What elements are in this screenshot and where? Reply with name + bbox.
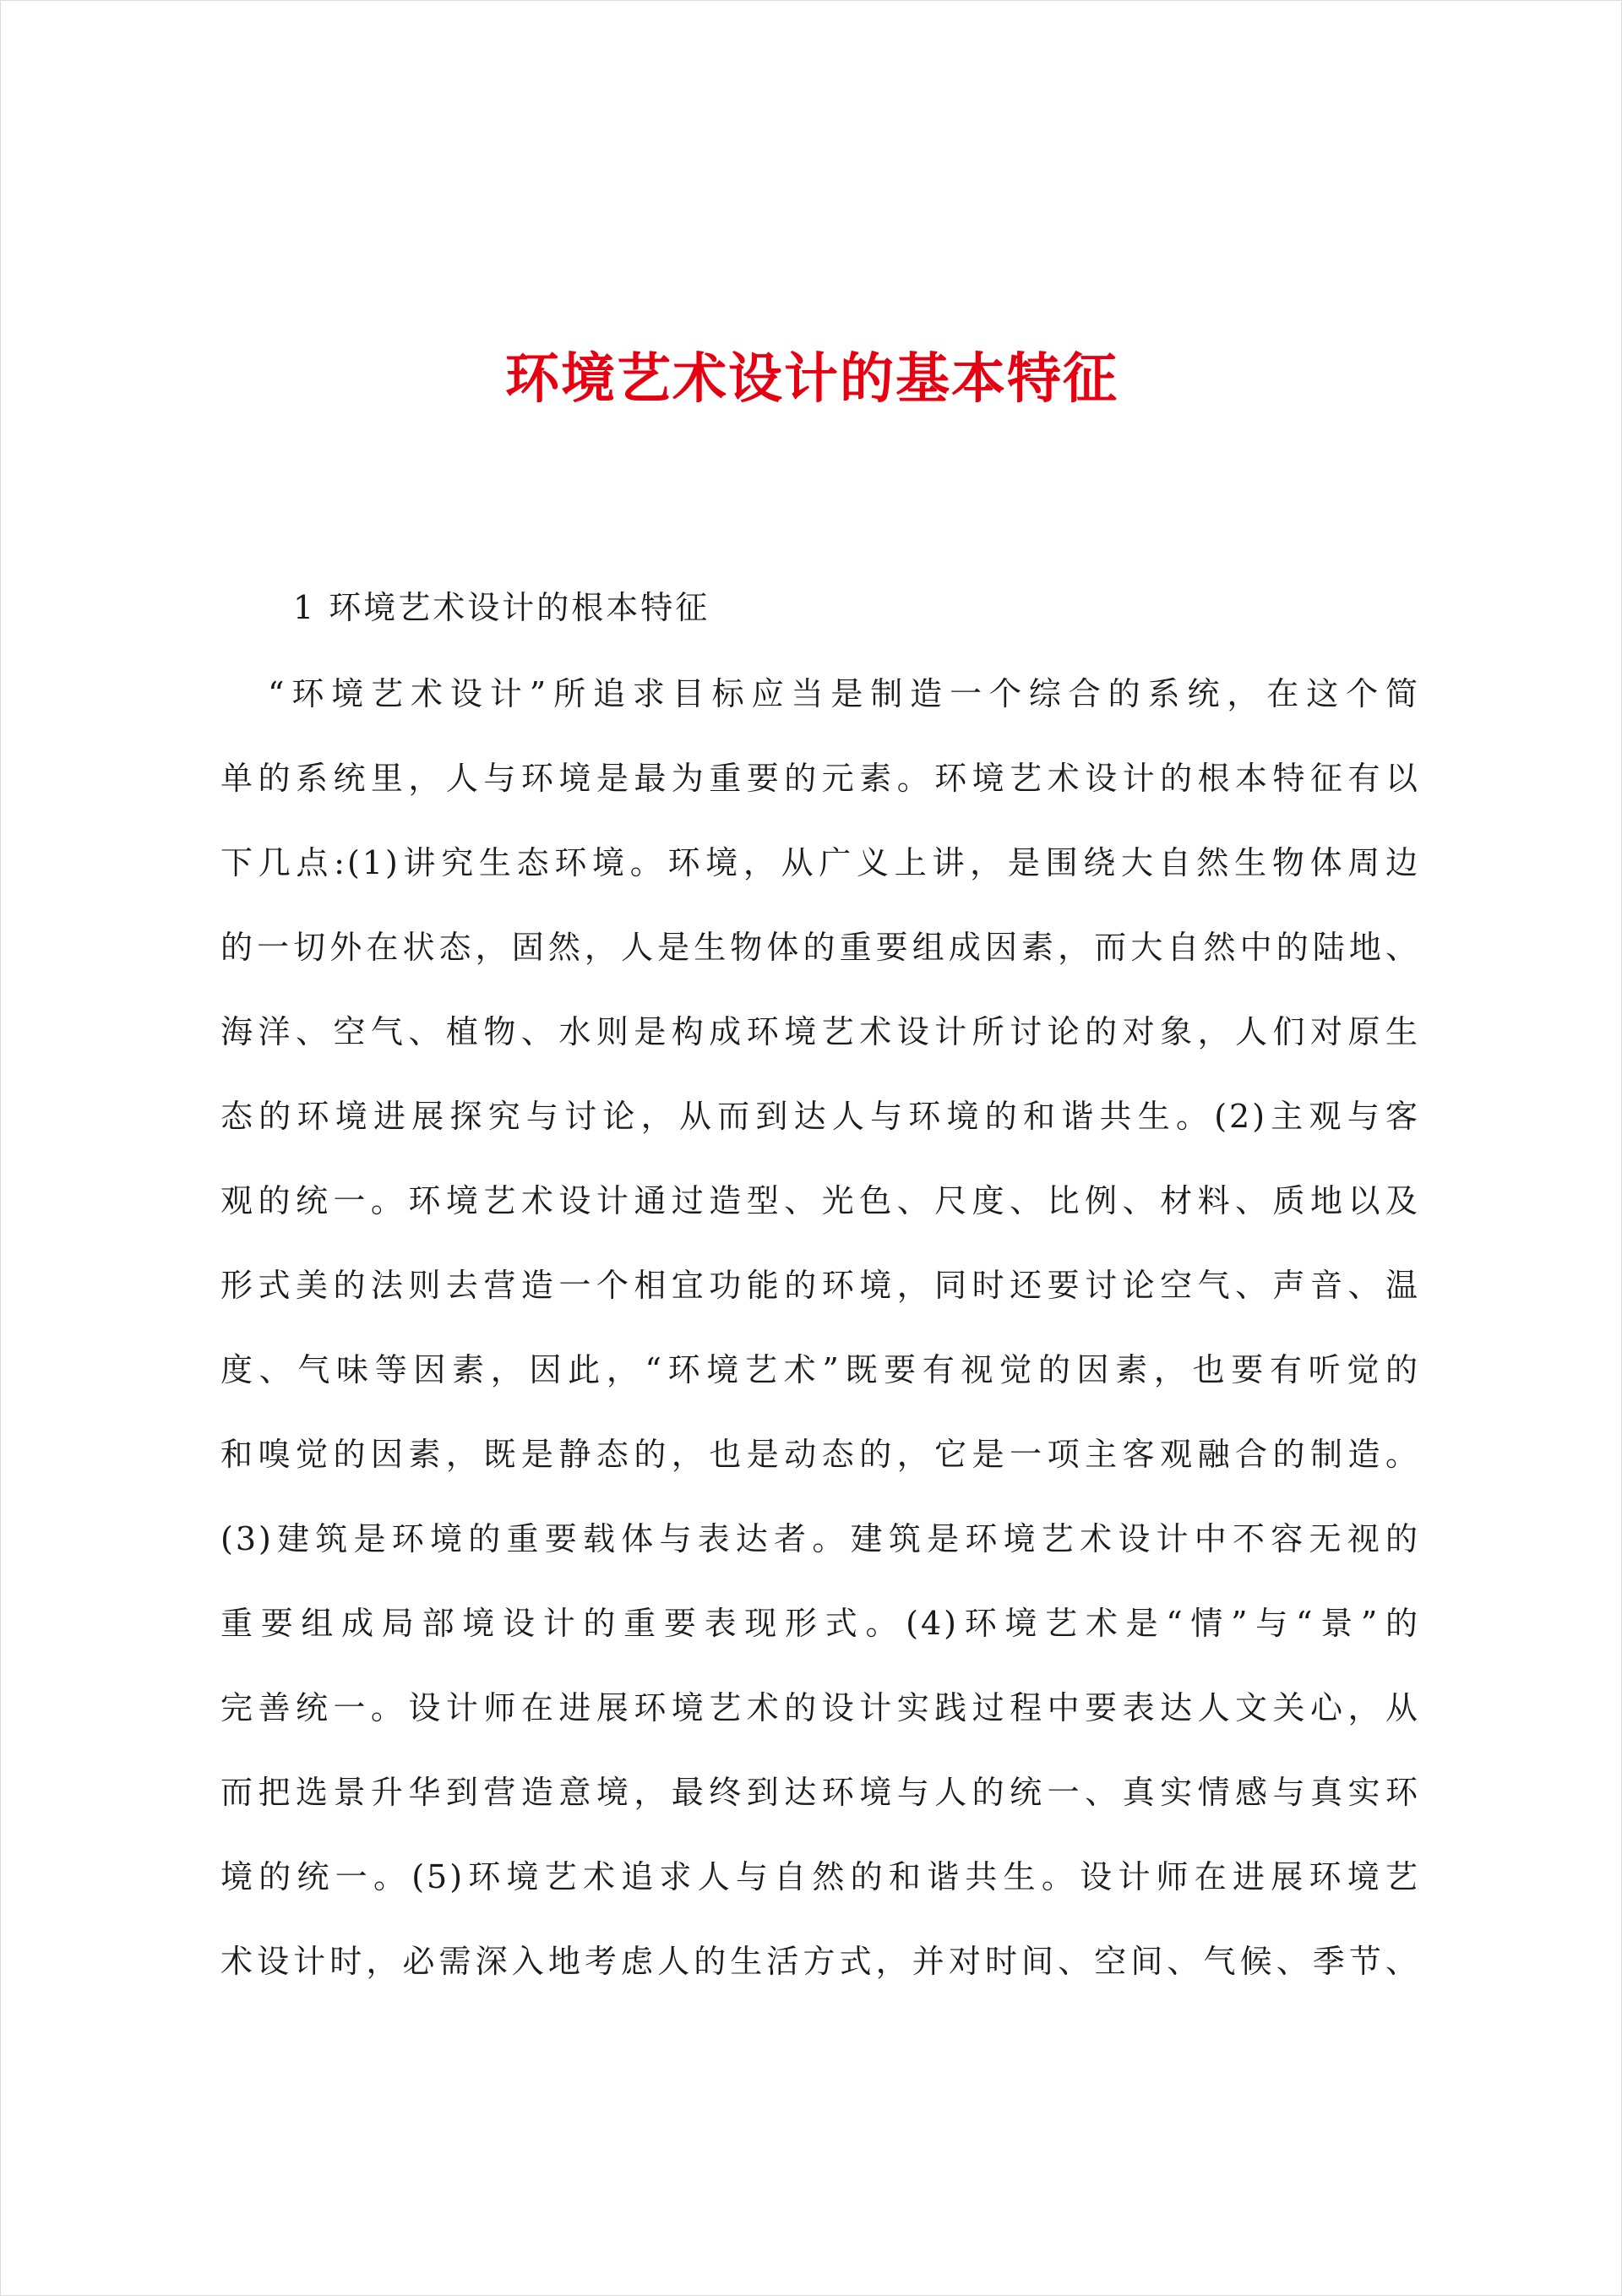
paragraph-line: 和嗅觉的因素，既是静态的，也是动态的，它是一项主客观融合的制造。	[220, 1436, 1420, 1473]
paragraph-line: 境的统一。(5)环境艺术追求人与自然的和谐共生。设计师在进展环境艺	[220, 1858, 1420, 1895]
paragraph-line: 形式美的法则去营造一个相宜功能的环境，同时还要讨论空气、声音、温	[220, 1267, 1420, 1304]
paragraph-line: 单的系统里，人与环境是最为重要的元素。环境艺术设计的根本特征有以	[220, 760, 1420, 797]
section-heading: 1 环境艺术设计的根本特征	[293, 589, 710, 626]
document-title: 环境艺术设计的基本特征	[505, 347, 1119, 411]
paragraph-line: (3)建筑是环境的重要载体与表达者。建筑是环境艺术设计中不容无视的	[220, 1520, 1420, 1557]
paragraph-line: 态的环境进展探究与讨论，从而到达人与环境的和谐共生。(2)主观与客	[220, 1098, 1420, 1135]
paragraph-line: 海洋、空气、植物、水则是构成环境艺术设计所讨论的对象，人们对原生	[220, 1013, 1420, 1050]
paragraph-line: “环境艺术设计”所追求目标应当是制造一个综合的系统，在这个简	[268, 675, 1420, 712]
paragraph-line: 重要组成局部境设计的重要表现形式。(4)环境艺术是“情”与“景”的	[220, 1605, 1420, 1642]
paragraph-line: 度、气味等因素，因此，“环境艺术”既要有视觉的因素，也要有听觉的	[220, 1351, 1420, 1388]
paragraph-line: 观的统一。环境艺术设计通过造型、光色、尺度、比例、材料、质地以及	[220, 1182, 1420, 1219]
paragraph-line: 术设计时，必需深入地考虑人的生活方式，并对时间、空间、气候、季节、	[220, 1943, 1420, 1980]
paragraph-line: 而把选景升华到营造意境，最终到达环境与人的统一、真实情感与真实环	[220, 1774, 1420, 1811]
paragraph-line: 下几点:(1)讲究生态环境。环境，从广义上讲，是围绕大自然生物体周边	[220, 844, 1420, 881]
paragraph-line: 完善统一。设计师在进展环境艺术的设计实践过程中要表达人文关心，从	[220, 1689, 1420, 1726]
body-paragraph	[220, 668, 1420, 2021]
paragraph-line: 的一切外在状态，固然，人是生物体的重要组成因素，而大自然中的陆地、	[220, 929, 1420, 966]
